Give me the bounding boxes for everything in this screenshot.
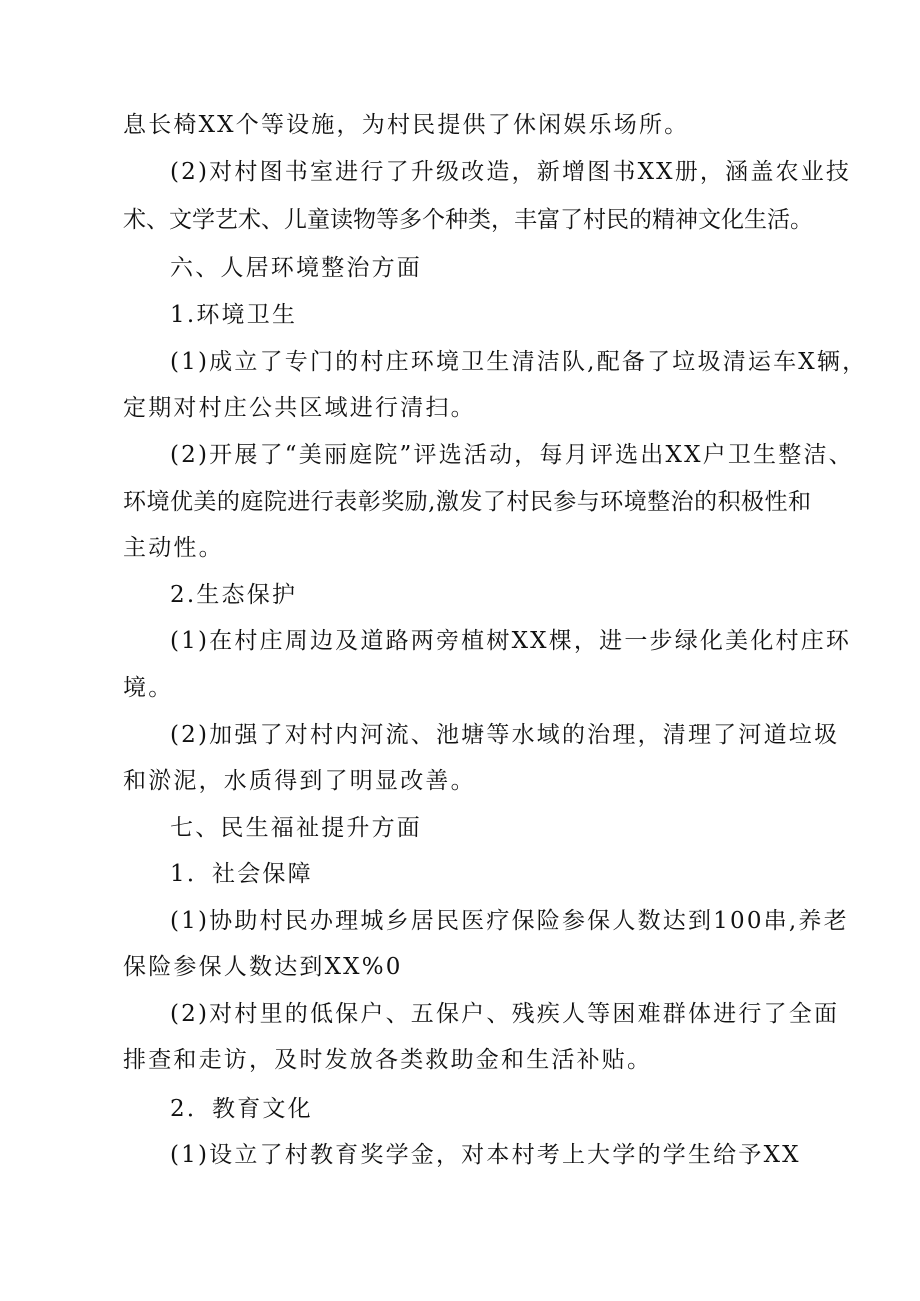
paragraph-line: 保险参保人数达到XX%0 <box>123 954 403 980</box>
paragraph-line: 环境优美的庭院进行表彰奖励,激发了村民参与环境整治的积极性和 <box>123 489 811 515</box>
paragraph-line: 排查和走访，及时发放各类救助金和生活补贴。 <box>123 1047 653 1073</box>
list-item-line: (1)设立了村教育奖学金，对本村考上大学的学生给予XX <box>170 1142 801 1168</box>
subsection-heading: 2.生态保护 <box>170 582 298 608</box>
paragraph-line: 术、文学艺术、儿童读物等多个种类，丰富了村民的精神文化生活。 <box>123 207 813 233</box>
list-item-line: (1)在村庄周边及道路两旁植树XX棵，进一步绿化美化村庄环 <box>170 628 852 654</box>
paragraph-line: 息长椅XX个等设施，为村民提供了休闲娱乐场所。 <box>123 112 690 138</box>
list-item-line: (2)对村图书室进行了升级改造，新增图书XX册，涵盖农业技 <box>170 159 852 185</box>
list-item-line: (1)协助村民办理城乡居民医疗保险参保人数达到100串,养老 <box>170 908 849 934</box>
list-item-line: (1)成立了专门的村庄环境卫生清洁队,配备了垃圾清运车X辆， <box>170 349 868 375</box>
subsection-heading: 1.环境卫生 <box>170 302 298 328</box>
paragraph-line: 和淤泥，水质得到了明显改善。 <box>123 768 476 794</box>
list-item-line: (2)加强了对村内河流、池塘等水域的治理，清理了河道垃圾 <box>170 722 840 748</box>
section-heading: 七、民生福祉提升方面 <box>170 815 422 841</box>
paragraph-line: 境。 <box>123 675 174 701</box>
paragraph-line: 主动性。 <box>123 535 224 561</box>
subsection-heading: 1．社会保障 <box>170 861 313 887</box>
paragraph-line: 定期对村庄公共区域进行清扫。 <box>123 395 476 421</box>
list-item-line: (2)对村里的低保户、五保户、残疾人等困难群体进行了全面 <box>170 1001 840 1027</box>
subsection-heading: 2．教育文化 <box>170 1096 313 1122</box>
list-item-line: (2)开展了“美丽庭院”评选活动，每月评选出XX户卫生整洁、 <box>170 442 854 468</box>
section-heading: 六、人居环境整治方面 <box>170 255 422 281</box>
